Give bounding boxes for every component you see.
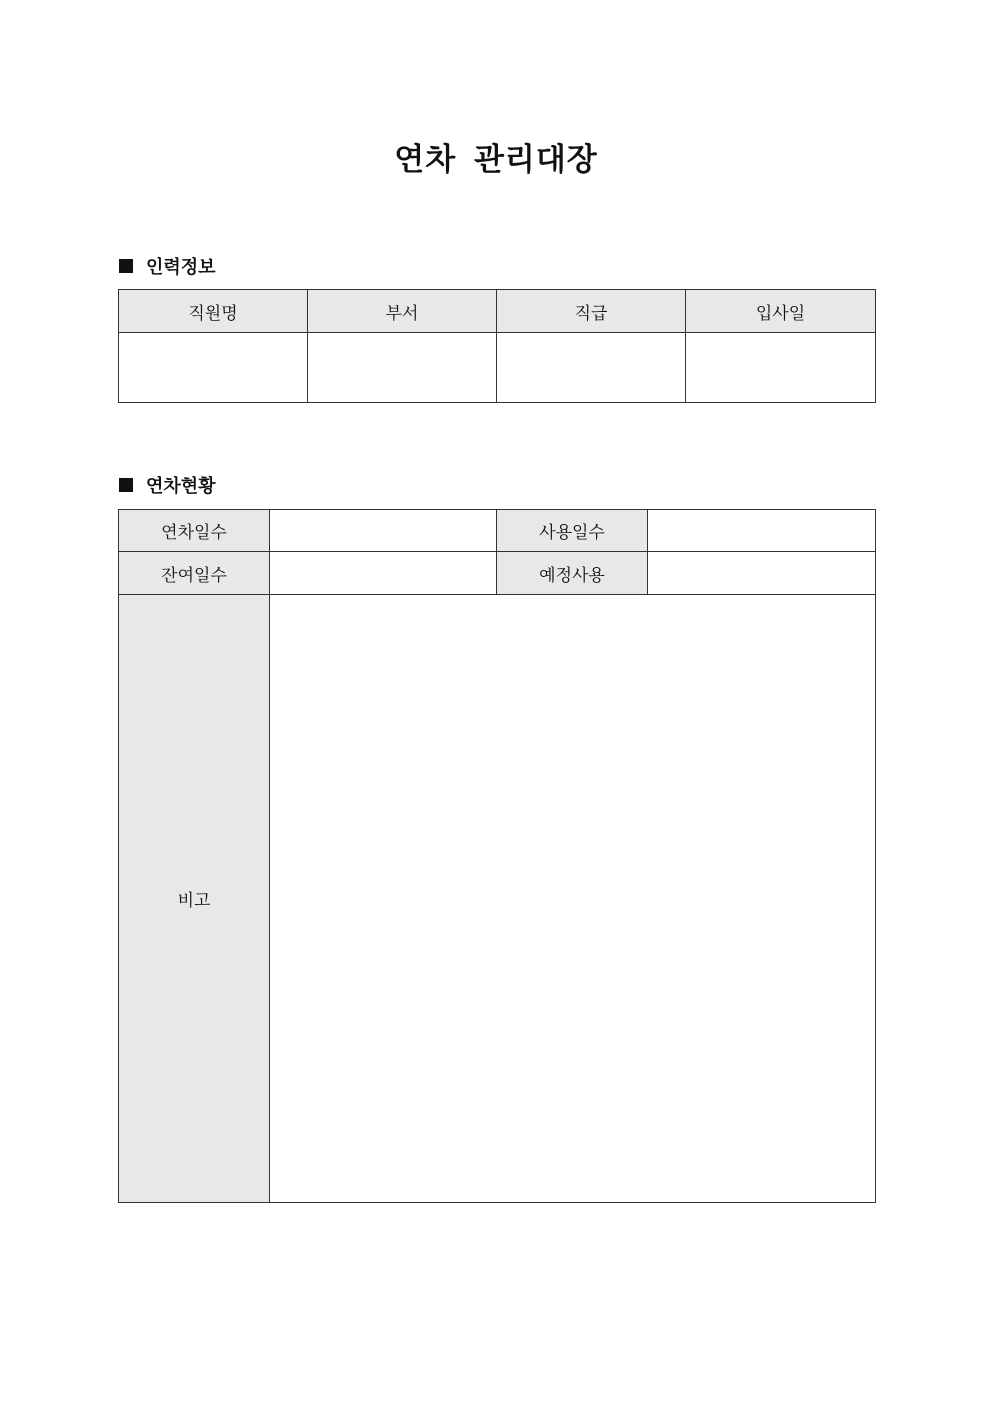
table-header-row	[119, 290, 876, 333]
remarks-label: 비고	[119, 595, 270, 1203]
hire-date-cell[interactable]	[686, 333, 876, 403]
remaining-days-cell[interactable]	[270, 552, 497, 595]
square-bullet-icon	[119, 478, 133, 492]
section-heading-label: 연차현황	[146, 476, 216, 497]
remaining-days-label: 잔여일수	[119, 552, 270, 595]
column-header-hire-date: 입사일	[686, 290, 876, 333]
annual-days-cell[interactable]	[270, 510, 497, 552]
section-heading-label: 인력정보	[146, 257, 216, 278]
table-row	[119, 552, 876, 595]
employee-name-cell[interactable]	[119, 333, 308, 403]
used-days-cell[interactable]	[648, 510, 876, 552]
annual-days-label: 연차일수	[119, 510, 270, 552]
table-row	[119, 510, 876, 552]
section-heading-personnel	[119, 253, 216, 279]
column-header-department: 부서	[308, 290, 497, 333]
section-heading-leave-status	[119, 472, 216, 498]
page-title: 연차 관리대장	[394, 142, 598, 178]
position-cell[interactable]	[497, 333, 686, 403]
personnel-info-table	[118, 289, 876, 403]
square-bullet-icon	[119, 259, 133, 273]
used-days-label: 사용일수	[497, 510, 648, 552]
remarks-cell[interactable]	[270, 595, 876, 1203]
table-row	[119, 333, 876, 403]
planned-use-cell[interactable]	[648, 552, 876, 595]
leave-status-table	[118, 509, 876, 1203]
column-header-employee-name: 직원명	[119, 290, 308, 333]
department-cell[interactable]	[308, 333, 497, 403]
table-row	[119, 595, 876, 1203]
planned-use-label: 예정사용	[497, 552, 648, 595]
column-header-position: 직급	[497, 290, 686, 333]
